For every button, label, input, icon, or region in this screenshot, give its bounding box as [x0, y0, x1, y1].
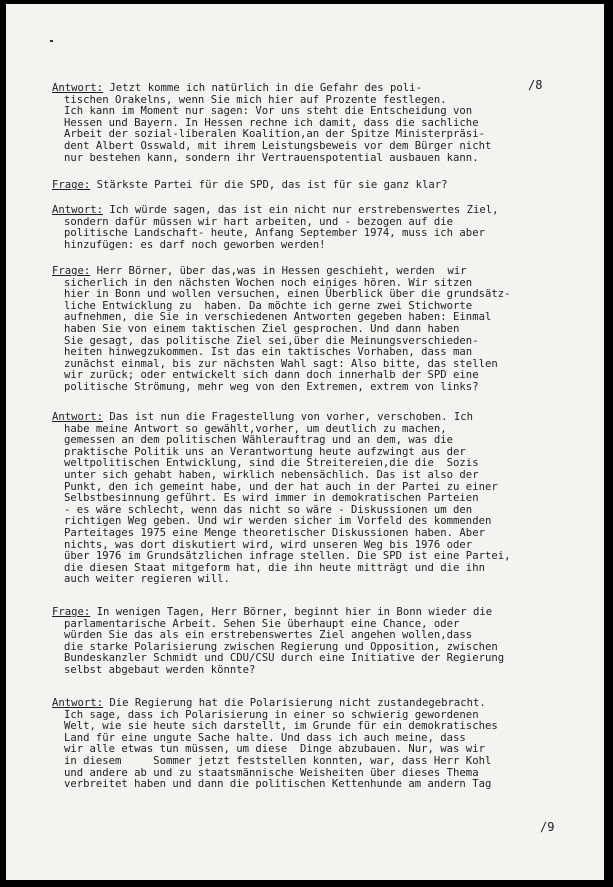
line-text: selbst abgebaut werden könnte?	[64, 663, 256, 676]
line-text: nur bestehen kann, sondern ihr Vertrauenspotential ausbauen kann.	[64, 151, 479, 164]
line-text: weltpolitischen Entwicklung, sind die Streitereien,die die Sozis	[64, 457, 479, 470]
text-line	[52, 779, 572, 791]
line-text: Ich sage, dass ich Polarisierung in einer so schwierig gewordenen	[64, 708, 479, 721]
line-text: Punkt, den ich gemeint habe, und der hat auch in der Partei zu einer	[64, 480, 498, 493]
line-text: hier in Bonn und wollen versuchen, einen Überblick über die grundsätz-	[64, 288, 511, 301]
line-text: politische Strömung, mehr weg von den Extremen, extrem von links?	[64, 380, 479, 393]
line-text: Land für eine ungute Sache halte. Und dass ich auch meine, dass	[64, 731, 466, 744]
line-text: praktische Politik uns an Verantwortung heute aufzwingt aus der	[64, 445, 466, 458]
answer-block	[52, 698, 572, 791]
line-text: tischen Orakelns, wenn Sie mich hier auf Prozente festlegen.	[64, 93, 447, 106]
line-text: nichts, was dort diskutiert wird, wird unseren Weg bis 1976 oder	[64, 538, 473, 551]
answer-block	[52, 83, 572, 164]
line-text: sondern dafür müssen wir hart arbeiten, und - bezogen auf die	[64, 215, 454, 228]
line-text: wir alle etwas tun müssen, um diese Dinge abzubauen. Nur, was wir	[64, 743, 485, 756]
answer-block	[52, 205, 572, 251]
line-text: Hessen und Bayern. In Hessen rechne ich damit, dass die sachliche	[64, 116, 479, 129]
document-page	[6, 4, 604, 880]
speaker-label: Frage:	[52, 265, 91, 277]
line-text: Ich würde sagen, das ist ein nicht nur erstrebenswertes Ziel,	[109, 204, 499, 216]
line-text: liche Entwicklung zu haben. Da möchte ich gerne zwei Stichworte	[64, 299, 473, 312]
line-text: in diesem Sommer jetzt feststellen konnten, war, dass Herr Kohl	[64, 754, 492, 767]
speaker-label: Antwort:	[52, 411, 104, 423]
line-text: Parteitages 1975 eine Menge theoretischer Diskussionen haben. Aber	[64, 526, 485, 539]
line-text: Bundeskanzler Schmidt und CDU/CSU durch eine Initiative der Regierung	[64, 652, 505, 665]
line-text: wir zurück; oder entwickelt sich dann doch innerhalb der SPD eine	[64, 369, 479, 382]
line-text: über 1976 im Grundsätzlichen infrage stellen. Die SPD ist eine Partei,	[64, 550, 511, 563]
line-text: parlamentarische Arbeit. Sehen Sie überhaupt eine Chance, oder	[64, 617, 460, 630]
line-text: gemessen an dem politischen Wählerauftrag und an dem, was die	[64, 434, 454, 447]
speaker-label: Frage:	[52, 179, 91, 191]
scan-mark	[50, 40, 53, 42]
line-text: politische Landschaft- heute, Anfang September 1974, muss ich aber	[64, 227, 485, 240]
line-text: Arbeit der sozial-liberalen Koalition,an der Spitze Ministerpräsi-	[64, 128, 485, 141]
line-text: sicherlich in den nächsten Wochen noch einiges hören. Wir sitzen	[64, 276, 473, 289]
line-text: dent Albert Osswald, mit ihrem Leistungsbeweis vor dem Bürger nicht	[64, 139, 492, 152]
question-block	[52, 266, 572, 394]
text-line	[52, 240, 572, 252]
question-block	[52, 180, 572, 192]
line-text: In wenigen Tagen, Herr Börner, beginnt hier in Bonn wieder die	[96, 606, 493, 618]
line-text: Selbstbesinnung geführt. Es wird immer in demokratischen Parteien	[64, 492, 479, 505]
line-text: Ich kann im Moment nur sagen: Vor uns steht die Entscheidung von	[64, 105, 473, 118]
answer-block	[52, 412, 572, 586]
line-text: hinzufügen: es darf noch geworben werden!	[64, 238, 326, 251]
line-text: - es wäre schlecht, wenn das nicht so wäre - Diskussionen um den	[64, 503, 473, 516]
page-number-bottom: /9	[540, 820, 555, 834]
text-line	[52, 180, 572, 192]
question-block	[52, 607, 572, 677]
text-line	[52, 382, 572, 394]
line-text: Welt, wie sie heute sich darstellt, im Grunde für ein demokratisches	[64, 720, 498, 733]
line-text: Herr Börner, über das,was in Hessen geschieht, werden wir	[96, 265, 467, 277]
speaker-label: Antwort:	[52, 82, 104, 94]
line-text: heiten hinwegzukommen. Ist das ein taktisches Vorhaben, dass man	[64, 346, 473, 359]
speaker-label: Frage:	[52, 606, 91, 618]
line-text: haben Sie von einem taktischen Ziel gesprochen. Und dann haben	[64, 322, 460, 335]
line-text: Sie gesagt, das politische Ziel sei,über die Meinungsverschieden-	[64, 334, 479, 347]
line-text: würden Sie das als ein erstrebenswertes Ziel angehen wollen,dass	[64, 629, 473, 642]
text-line	[52, 574, 572, 586]
line-text: und andere ab und zu staatsmännische Weisheiten über dieses Thema	[64, 766, 479, 779]
line-text: verbreitet haben und dann die politischen Kettenhunde am andern Tag	[64, 778, 492, 791]
speaker-label: Antwort:	[52, 204, 104, 216]
speaker-label: Antwort:	[52, 697, 104, 709]
line-text: Das ist nun die Fragestellung von vorher, verschoben. Ich	[109, 411, 473, 423]
line-text: habe meine Antwort so gewählt,vorher, um deutlich zu machen,	[64, 422, 447, 435]
line-text: Jetzt komme ich natürlich in die Gefahr des poli-	[109, 82, 422, 94]
line-text: Die Regierung hat die Polarisierung nicht zustandegebracht.	[109, 697, 486, 709]
line-text: auch weiter regieren will.	[64, 573, 230, 586]
line-text: die diesen Staat mitgeform hat, die ihn heute mitträgt und die ihn	[64, 561, 485, 574]
line-text: die starke Polarisierung zwischen Regierung und Opposition, zwischen	[64, 640, 498, 653]
text-line	[52, 153, 572, 165]
page-number-top: /8	[528, 78, 543, 92]
line-text: aufnehmen, die Sie in verschiedenen Antworten gegeben haben: Einmal	[64, 311, 492, 324]
line-text: Stärkste Partei für die SPD, das ist für sie ganz klar?	[96, 179, 448, 191]
line-text: richtigen Weg geben. Und wir werden sicher im Vorfeld des kommenden	[64, 515, 492, 528]
line-text: unter sich gehabt haben, wirklich nebensächlich. Das ist also der	[64, 468, 479, 481]
text-line	[52, 665, 572, 677]
line-text: zunächst einmal, bis zur nächsten Wahl sagt: Also bitte, das stellen	[64, 357, 498, 370]
